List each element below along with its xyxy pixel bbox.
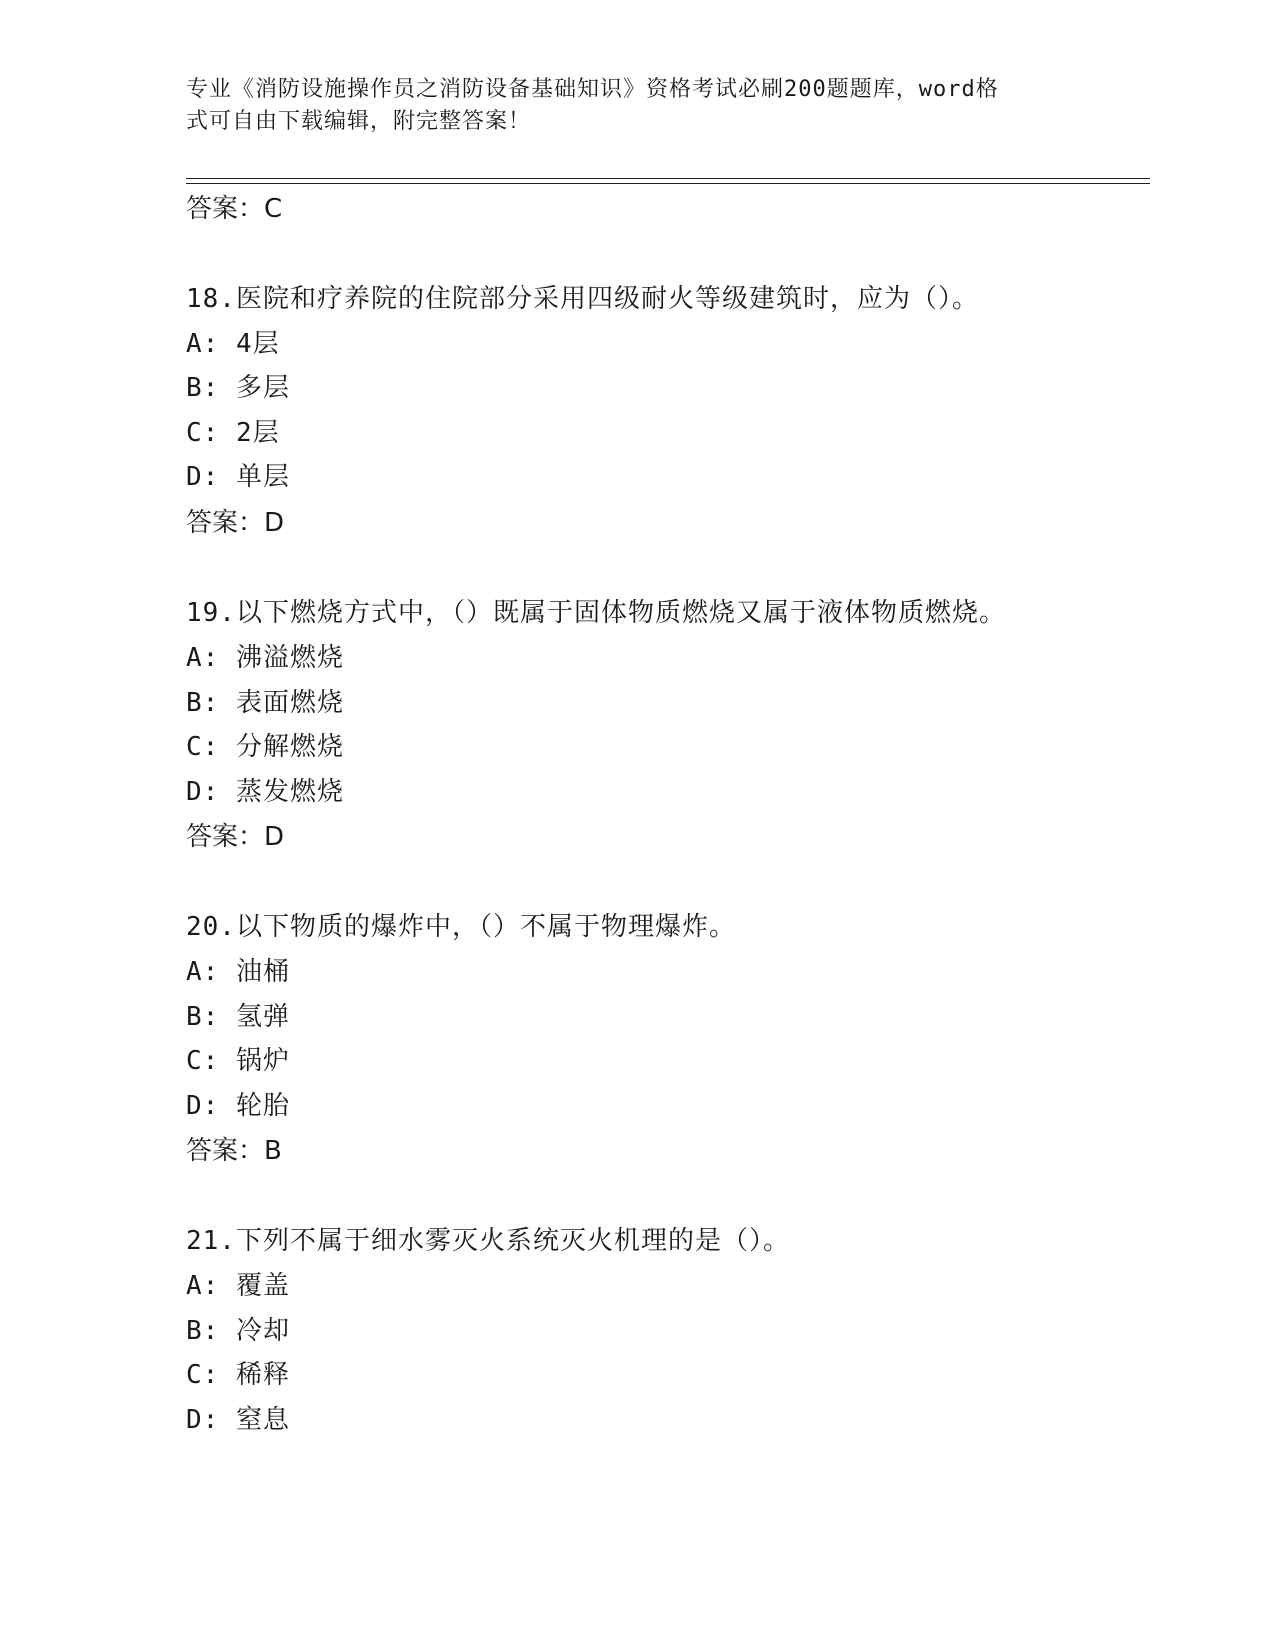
question-18-option-a: A: 4层 [186,329,280,359]
header-line-2: 式可自由下载编辑，附完整答案！ [186,109,532,134]
question-19-option-c: C: 分解燃烧 [186,732,344,762]
question-19-option-a: A: 沸溢燃烧 [186,643,344,673]
question-20-option-c: C: 锅炉 [186,1046,290,1076]
question-18-option-b: B: 多层 [186,373,290,403]
question-20-option-b: B: 氢弹 [186,1002,290,1032]
question-21-option-a: A: 覆盖 [186,1271,290,1301]
question-20-option-d: D: 轮胎 [186,1091,290,1121]
question-19-stem: 19.以下燃烧方式中，（）既属于固体物质燃烧又属于液体物质燃烧。 [186,598,1006,628]
header-divider-top [186,178,1150,179]
question-18-option-d: D: 单层 [186,462,290,492]
question-19-answer: 答案：D [186,822,285,852]
question-20-option-a: A: 油桶 [186,957,290,987]
question-18-stem: 18.医院和疗养院的住院部分采用四级耐火等级建筑时，应为（）。 [186,284,979,314]
question-21-stem: 21.下列不属于细水雾灭火系统灭火机理的是（）。 [186,1226,790,1256]
question-21-option-d: D: 窒息 [186,1405,290,1435]
question-19-option-d: D: 蒸发燃烧 [186,777,344,807]
question-21-option-c: C: 稀释 [186,1360,290,1390]
header-line-1: 专业《消防设施操作员之消防设备基础知识》资格考试必刷200题题库，word格 [186,77,999,102]
document-header [186,74,1066,138]
question-18-option-c: C: 2层 [186,418,280,448]
question-20-answer: 答案：B [186,1136,282,1166]
prev-answer: 答案：C [186,194,283,224]
question-20-stem: 20.以下物质的爆炸中，（）不属于物理爆炸。 [186,912,736,942]
question-19-option-b: B: 表面燃烧 [186,688,344,718]
question-18-answer: 答案：D [186,508,285,538]
question-21-option-b: B: 冷却 [186,1316,290,1346]
header-divider-bottom [186,183,1150,184]
